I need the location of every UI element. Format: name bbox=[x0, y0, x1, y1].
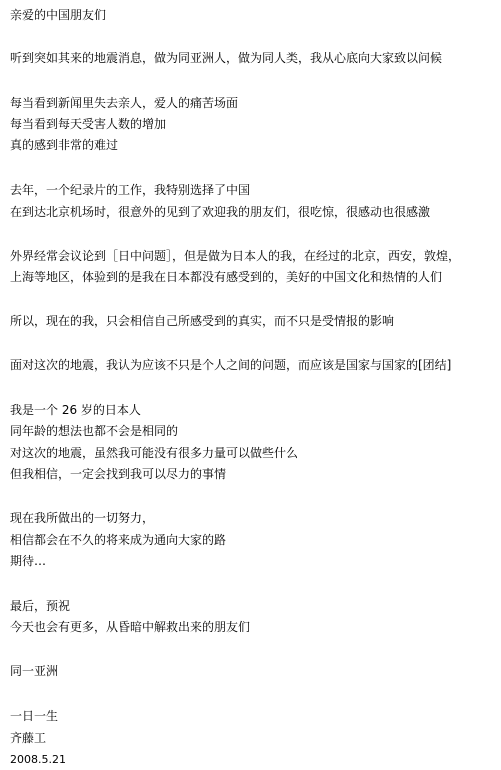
paragraph-news-line-1: 每当看到新闻里失去亲人，爱人的痛苦场面 bbox=[10, 96, 239, 110]
paragraph-unity: 面对这次的地震，我认为应该不只是个人之间的问题，而应该是国家与国家的[团结] bbox=[10, 358, 452, 372]
paragraph-effort-line-1: 现在我所做出的一切努力， bbox=[10, 511, 155, 525]
paragraph-self-line-4: 但我相信，一定会找到我可以尽力的事情 bbox=[10, 467, 227, 481]
letter-greeting: 亲爱的中国朋友们 bbox=[10, 8, 107, 22]
paragraph-belief: 所以，现在的我，只会相信自己所感受到的真实，而不只是受情报的影响 bbox=[10, 314, 395, 328]
paragraph-self-line-2: 同年龄的想法也都不会是相同的 bbox=[10, 424, 179, 438]
signature-date: 2008.5.21 bbox=[10, 753, 66, 766]
paragraph-experience-line-1: 外界经常会议论到［日中问题］，但是做为日本人的我，在经过的北京，西安，敦煌， bbox=[10, 249, 461, 263]
paragraph-self-line-3: 对这次的地震，虽然我可能没有很多力量可以做些什么 bbox=[10, 446, 299, 460]
paragraph-news-line-2: 每当看到每天受害人数的增加 bbox=[10, 117, 167, 131]
paragraph-documentary-line-2: 在到达北京机场时，很意外的见到了欢迎我的朋友们，很吃惊，很感动也很感激 bbox=[10, 205, 431, 219]
paragraph-news-line-3: 真的感到非常的难过 bbox=[10, 138, 119, 152]
paragraph-effort-line-3: 期待… bbox=[10, 554, 47, 568]
paragraph-condolence: 听到突如其来的地震消息，做为同亚洲人，做为同人类，我从心底向大家致以问候 bbox=[10, 51, 443, 65]
paragraph-closing-line-1: 最后，预祝 bbox=[10, 599, 71, 613]
signature-motto: 一日一生 bbox=[10, 709, 59, 723]
paragraph-closing-line-2: 今天也会有更多，从昏暗中解救出来的朋友们 bbox=[10, 620, 251, 634]
paragraph-one-asia: 同一亚洲 bbox=[10, 664, 59, 678]
paragraph-documentary-line-1: 去年，一个纪录片的工作，我特别选择了中国 bbox=[10, 183, 251, 197]
signature-name: 齐藤工 bbox=[10, 731, 47, 745]
paragraph-effort-line-2: 相信都会在不久的将来成为通向大家的路 bbox=[10, 533, 227, 547]
paragraph-self-line-1: 我是一个 26 岁的日本人 bbox=[10, 403, 141, 417]
paragraph-experience-line-2: 上海等地区，体验到的是我在日本都没有感受到的，美好的中国文化和热情的人们 bbox=[10, 270, 443, 284]
